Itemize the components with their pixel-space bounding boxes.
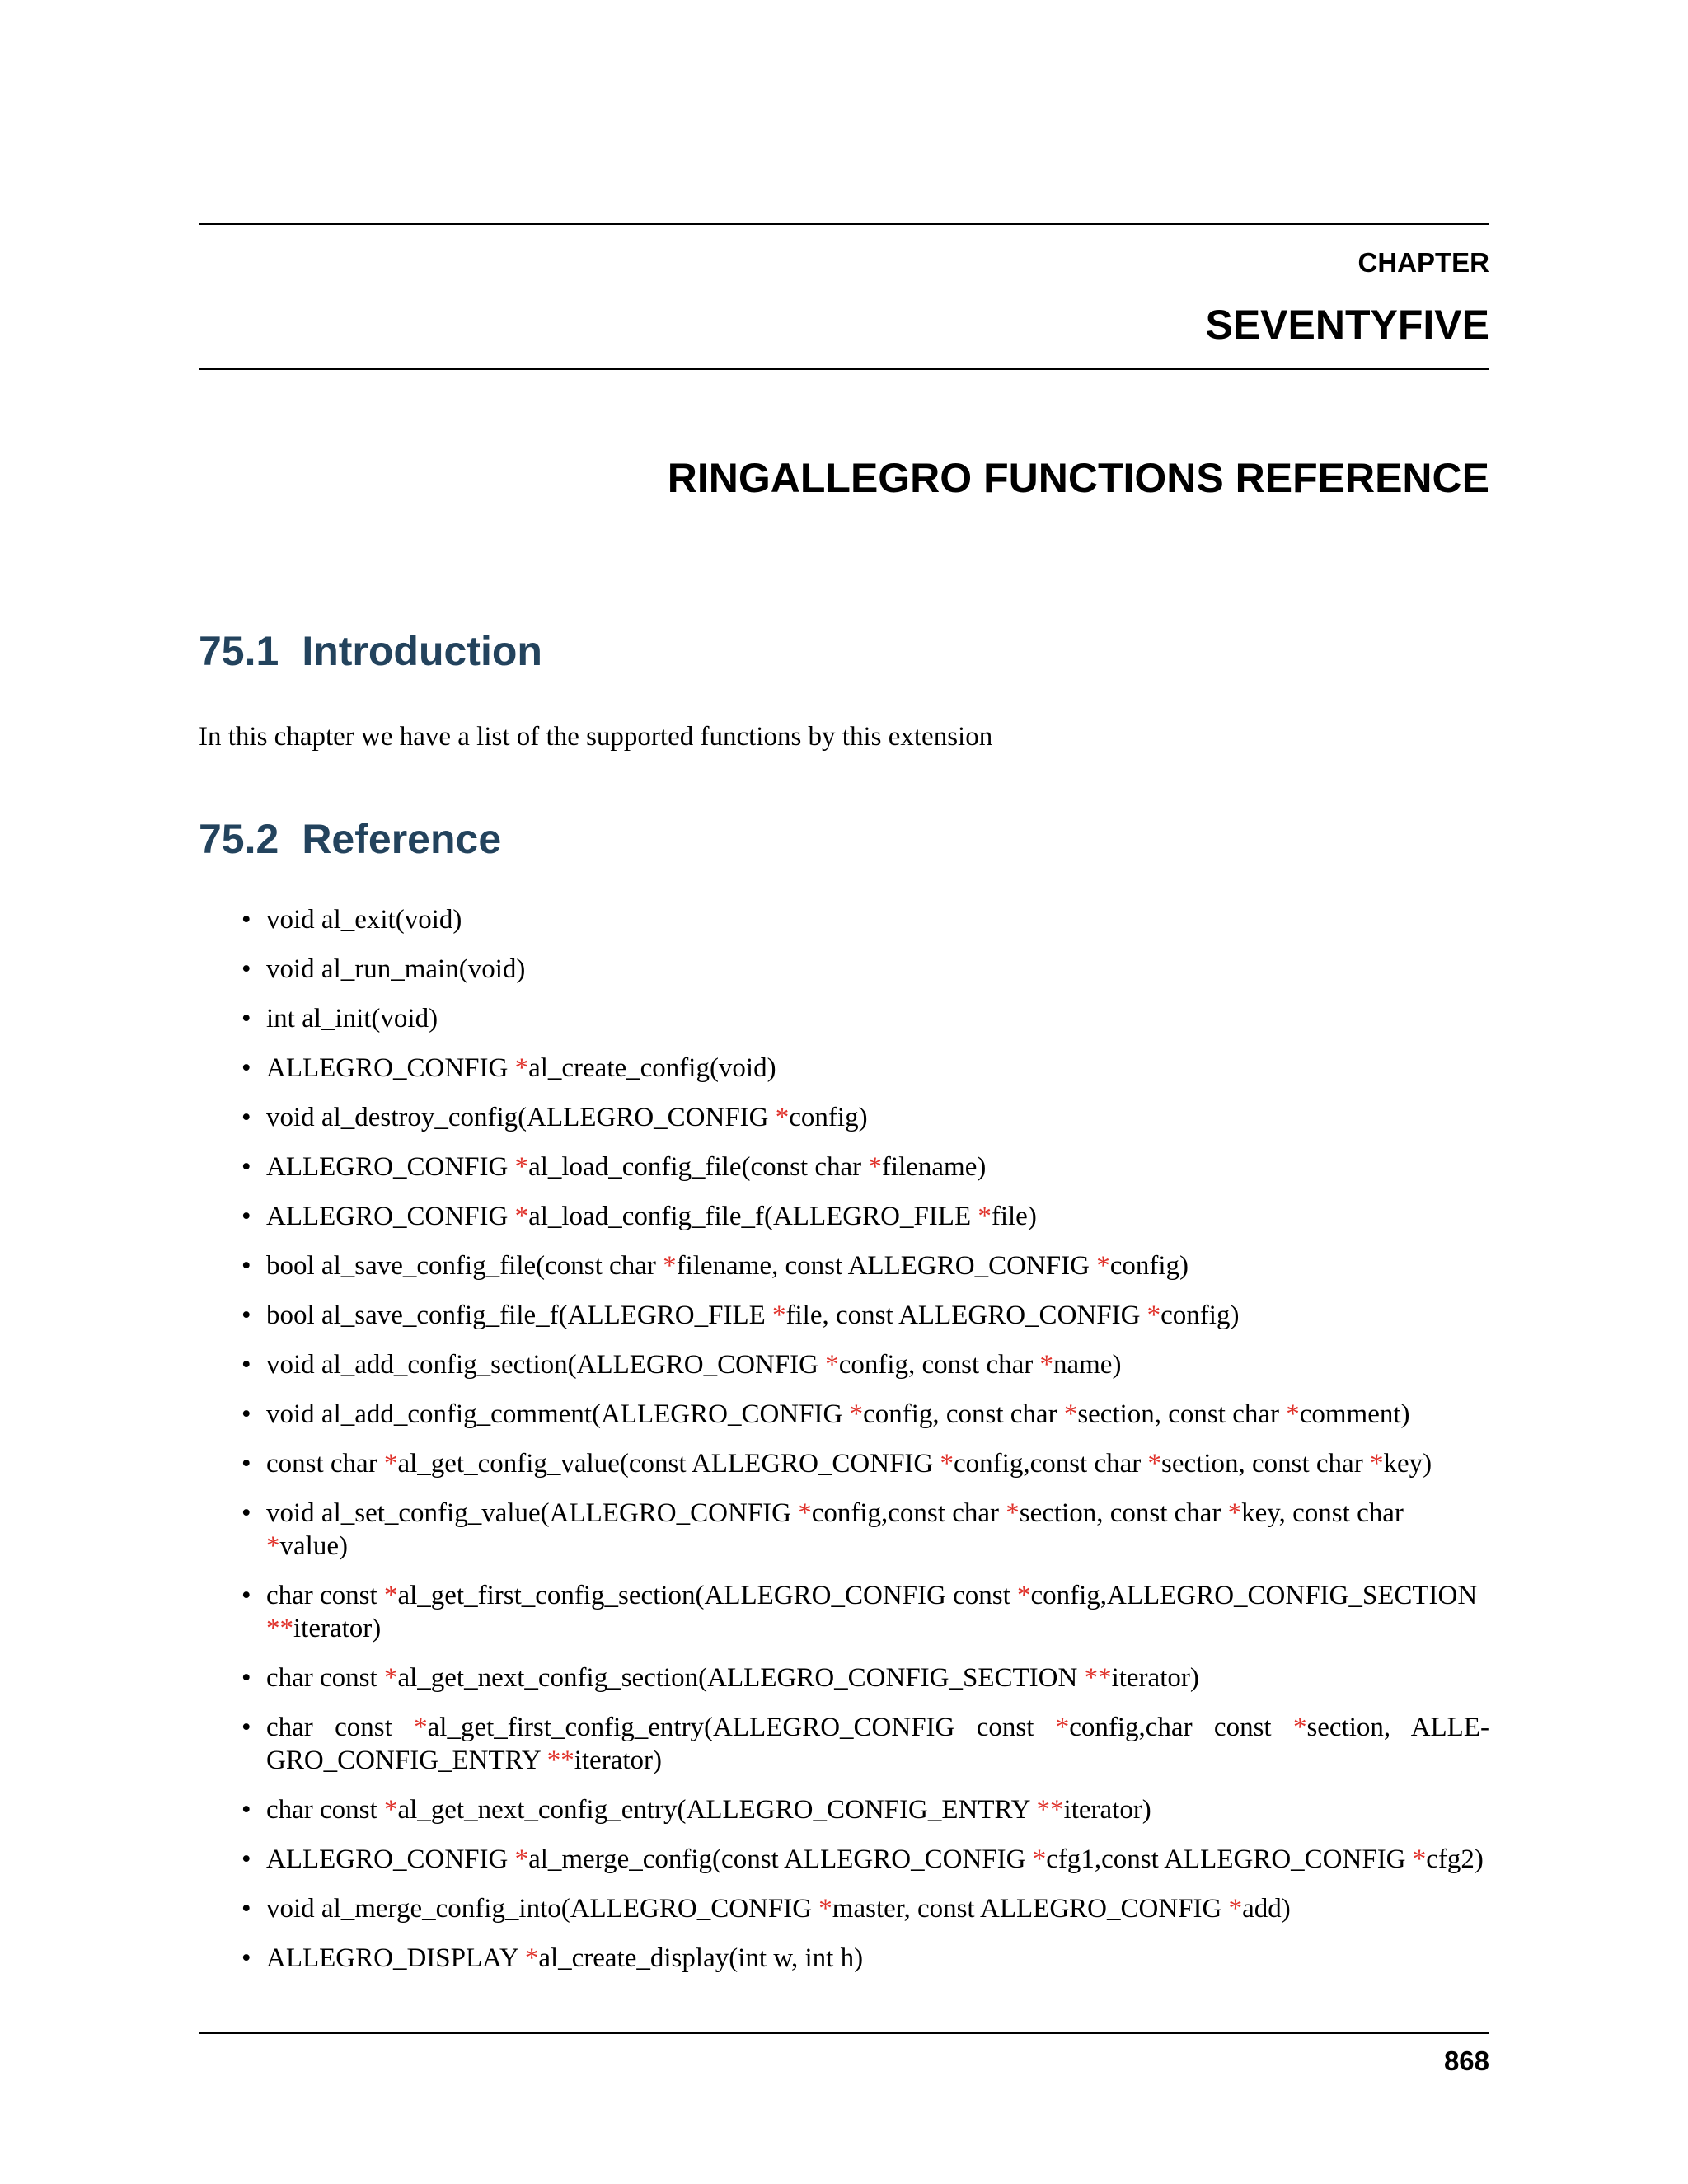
function-signature-text: config,const char: [954, 1449, 1148, 1479]
function-signature-text: bool al_save_config_file(const char: [266, 1251, 663, 1281]
pointer-asterisk: **: [266, 1614, 293, 1643]
pointer-asterisk: *: [1032, 1844, 1047, 1874]
function-signature-text: int al_init(void): [266, 1004, 438, 1033]
pointer-asterisk: *: [1227, 1498, 1242, 1528]
bullet-icon: •: [241, 1498, 251, 1528]
pointer-asterisk: *: [1292, 1713, 1307, 1742]
section-number: 75.1: [199, 628, 279, 674]
bullet-icon: •: [241, 1152, 251, 1182]
function-signature-text: al_load_config_file(const char: [528, 1152, 869, 1182]
pointer-asterisk: *: [414, 1713, 428, 1742]
pointer-asterisk: *: [798, 1498, 812, 1528]
function-list-item: [199, 1002, 1489, 1035]
function-signature-text: key): [1383, 1449, 1432, 1479]
function-list-item: [199, 1398, 1489, 1431]
function-list-item: [199, 953, 1489, 986]
function-list-item: [199, 1843, 1489, 1876]
function-signature-text: char const: [266, 1713, 415, 1742]
function-signature-text: section, const char: [1019, 1498, 1228, 1528]
pointer-asterisk: *: [772, 1301, 786, 1330]
pointer-asterisk: *: [825, 1350, 839, 1380]
function-signature-text: void al_exit(void): [266, 905, 462, 935]
chapter-title: RINGALLEGRO FUNCTIONS REFERENCE: [667, 455, 1489, 501]
section-title: Reference: [302, 816, 502, 862]
bullet-icon: •: [241, 1894, 251, 1924]
pointer-asterisk: *: [514, 1202, 529, 1231]
bullet-icon: •: [241, 1350, 251, 1380]
function-signature-text: file): [991, 1202, 1037, 1231]
function-signature-text: value): [279, 1531, 348, 1561]
pointer-asterisk: *: [1055, 1713, 1070, 1742]
function-reference-list: [199, 903, 1489, 1975]
function-signature-text: char const: [266, 1795, 384, 1825]
function-list-item: [199, 1299, 1489, 1332]
pointer-asterisk: *: [1147, 1449, 1162, 1479]
chapter-number: SEVENTYFIVE: [1205, 302, 1489, 348]
bullet-icon: •: [241, 1301, 251, 1330]
function-signature-text: ALLEGRO_CONFIG: [266, 1202, 515, 1231]
bullet-icon: •: [241, 1943, 251, 1973]
function-signature-text: bool al_save_config_file_f(ALLEGRO_FILE: [266, 1301, 773, 1330]
function-signature-text: iterator): [1063, 1795, 1151, 1825]
pointer-asterisk: **: [546, 1746, 574, 1775]
function-signature-text: ALLEGRO_DISPLAY: [266, 1943, 525, 1973]
chapter-top-rule: [199, 223, 1489, 225]
bullet-icon: •: [241, 1663, 251, 1693]
pointer-asterisk: *: [775, 1103, 790, 1132]
function-signature-text: iterator): [293, 1614, 382, 1643]
function-list-item: [199, 1661, 1489, 1694]
pointer-asterisk: *: [514, 1152, 529, 1182]
function-list-item: [199, 1497, 1489, 1563]
function-signature-text: al_get_next_config_entry(ALLEGRO_CONFIG_ENTRY: [397, 1795, 1037, 1825]
function-signature-text: void al_add_config_section(ALLEGRO_CONFIG: [266, 1350, 826, 1380]
function-signature-text: void al_merge_config_into(ALLEGRO_CONFIG: [266, 1894, 819, 1924]
bullet-icon: •: [241, 1581, 251, 1610]
function-list-item: [199, 1200, 1489, 1233]
function-signature-text: ALLEGRO_CONFIG: [266, 1844, 515, 1874]
section-heading-introduction: [199, 626, 542, 676]
function-list-item: [199, 1151, 1489, 1183]
bullet-icon: •: [241, 954, 251, 984]
function-signature-text: section, const char: [1161, 1449, 1370, 1479]
pointer-asterisk: *: [1412, 1844, 1427, 1874]
pointer-asterisk: *: [1039, 1350, 1053, 1380]
function-signature-text: comment): [1299, 1399, 1410, 1429]
bullet-icon: •: [241, 1251, 251, 1281]
bullet-icon: •: [241, 1103, 251, 1132]
pointer-asterisk: *: [514, 1844, 529, 1874]
function-signature-text: key, const char: [1241, 1498, 1404, 1528]
function-signature-text: void al_set_config_value(ALLEGRO_CONFIG: [266, 1498, 799, 1528]
function-signature-text: cfg1,const ALLEGRO_CONFIG: [1046, 1844, 1413, 1874]
function-signature-text: al_create_config(void): [528, 1053, 776, 1083]
function-signature-text: config, const char: [838, 1350, 1040, 1380]
pointer-asterisk: *: [1228, 1894, 1243, 1924]
bullet-icon: •: [241, 1202, 251, 1231]
function-signature-text: cfg2): [1426, 1844, 1484, 1874]
function-signature-text: name): [1053, 1350, 1122, 1380]
function-signature-text: config,ALLEGRO_CONFIG_SECTION: [1030, 1581, 1478, 1610]
pointer-asterisk: *: [1146, 1301, 1161, 1330]
function-signature-text: void al_destroy_config(ALLEGRO_CONFIG: [266, 1103, 776, 1132]
function-signature-text: al_create_display(int w, int h): [538, 1943, 864, 1973]
function-signature-text: char const: [266, 1581, 384, 1610]
bullet-icon: •: [241, 1053, 251, 1083]
bullet-icon: •: [241, 1713, 251, 1742]
function-signature-text: al_get_config_value(const ALLEGRO_CONFIG: [397, 1449, 940, 1479]
pointer-asterisk: *: [1286, 1399, 1300, 1429]
bullet-icon: •: [241, 1399, 251, 1429]
function-signature-text: void al_run_main(void): [266, 954, 526, 984]
function-list-item: [199, 1942, 1489, 1975]
function-list-item: [199, 1711, 1489, 1777]
function-signature-text: config, const char: [863, 1399, 1064, 1429]
bullet-icon: •: [241, 905, 251, 935]
pointer-asterisk: *: [1369, 1449, 1384, 1479]
section-title: Introduction: [302, 628, 542, 674]
bullet-icon: •: [241, 1449, 251, 1479]
pointer-asterisk: *: [383, 1449, 398, 1479]
function-signature-text: const char: [266, 1449, 384, 1479]
function-signature-text: master, const ALLEGRO_CONFIG: [832, 1894, 1229, 1924]
pointer-asterisk: *: [1017, 1581, 1031, 1610]
pointer-asterisk: *: [383, 1795, 398, 1825]
bullet-icon: •: [241, 1795, 251, 1825]
section-number: 75.2: [199, 816, 279, 862]
intro-paragraph: In this chapter we have a list of the supported functions by this extension: [199, 722, 993, 752]
pointer-asterisk: *: [868, 1152, 882, 1182]
pointer-asterisk: *: [383, 1581, 398, 1610]
function-signature-text: al_get_next_config_section(ALLEGRO_CONFIG_SECTION: [397, 1663, 1085, 1693]
function-signature-text: ALLEGRO_CONFIG: [266, 1053, 515, 1083]
function-list-item: [199, 1348, 1489, 1381]
function-signature-text: filename): [881, 1152, 987, 1182]
function-list-item: [199, 1447, 1489, 1480]
function-signature-text: filename, const ALLEGRO_CONFIG: [676, 1251, 1097, 1281]
pointer-asterisk: *: [1096, 1251, 1110, 1281]
pointer-asterisk: *: [1063, 1399, 1078, 1429]
function-signature-text: iterator): [1111, 1663, 1199, 1693]
footer-rule: [199, 2032, 1489, 2034]
function-signature-text: char const: [266, 1663, 384, 1693]
function-signature-text: config): [1160, 1301, 1240, 1330]
pointer-asterisk: *: [818, 1894, 832, 1924]
function-signature-text: config): [789, 1103, 868, 1132]
pointer-asterisk: **: [1036, 1795, 1064, 1825]
chapter-bottom-rule: [199, 368, 1489, 370]
section-heading-reference: [199, 814, 501, 864]
function-list-item: [199, 1101, 1489, 1134]
bullet-icon: •: [241, 1844, 251, 1874]
function-signature-text: al_merge_config(const ALLEGRO_CONFIG: [528, 1844, 1033, 1874]
page-number: 868: [1443, 2046, 1489, 2076]
pointer-asterisk: *: [849, 1399, 864, 1429]
function-list-item: [199, 903, 1489, 936]
function-signature-text: al_get_first_config_section(ALLEGRO_CONFIG const: [397, 1581, 1017, 1610]
pointer-asterisk: *: [524, 1943, 539, 1973]
pointer-asterisk: *: [940, 1449, 954, 1479]
function-signature-text: al_get_first_config_entry(ALLEGRO_CONFIG const: [427, 1713, 1056, 1742]
function-list-item: [199, 1793, 1489, 1826]
pointer-asterisk: *: [978, 1202, 992, 1231]
function-list-item: [199, 1249, 1489, 1282]
pointer-asterisk: *: [514, 1053, 529, 1083]
function-signature-text: iterator): [574, 1746, 662, 1775]
pointer-asterisk: *: [383, 1663, 398, 1693]
function-list-item: [199, 1579, 1489, 1645]
function-signature-text: ALLEGRO_CONFIG: [266, 1152, 515, 1182]
function-signature-text: file, const ALLEGRO_CONFIG: [785, 1301, 1147, 1330]
function-list-item: [199, 1892, 1489, 1925]
function-signature-text: config): [1109, 1251, 1189, 1281]
function-signature-text: config,char const: [1069, 1713, 1293, 1742]
function-signature-text: section, ALLE-GRO_CONFIG_ENTRY: [266, 1713, 1489, 1775]
function-signature-text: al_load_config_file_f(ALLEGRO_FILE: [528, 1202, 978, 1231]
bullet-icon: •: [241, 1004, 251, 1033]
pointer-asterisk: **: [1084, 1663, 1112, 1693]
pointer-asterisk: *: [1006, 1498, 1020, 1528]
function-signature-text: void al_add_config_comment(ALLEGRO_CONFIG: [266, 1399, 850, 1429]
function-signature-text: add): [1242, 1894, 1291, 1924]
function-signature-text: section, const char: [1077, 1399, 1287, 1429]
function-list-item: [199, 1052, 1489, 1085]
chapter-label: CHAPTER: [1357, 247, 1489, 278]
pointer-asterisk: *: [663, 1251, 677, 1281]
function-signature-text: config,const char: [811, 1498, 1006, 1528]
pointer-asterisk: *: [266, 1531, 280, 1561]
